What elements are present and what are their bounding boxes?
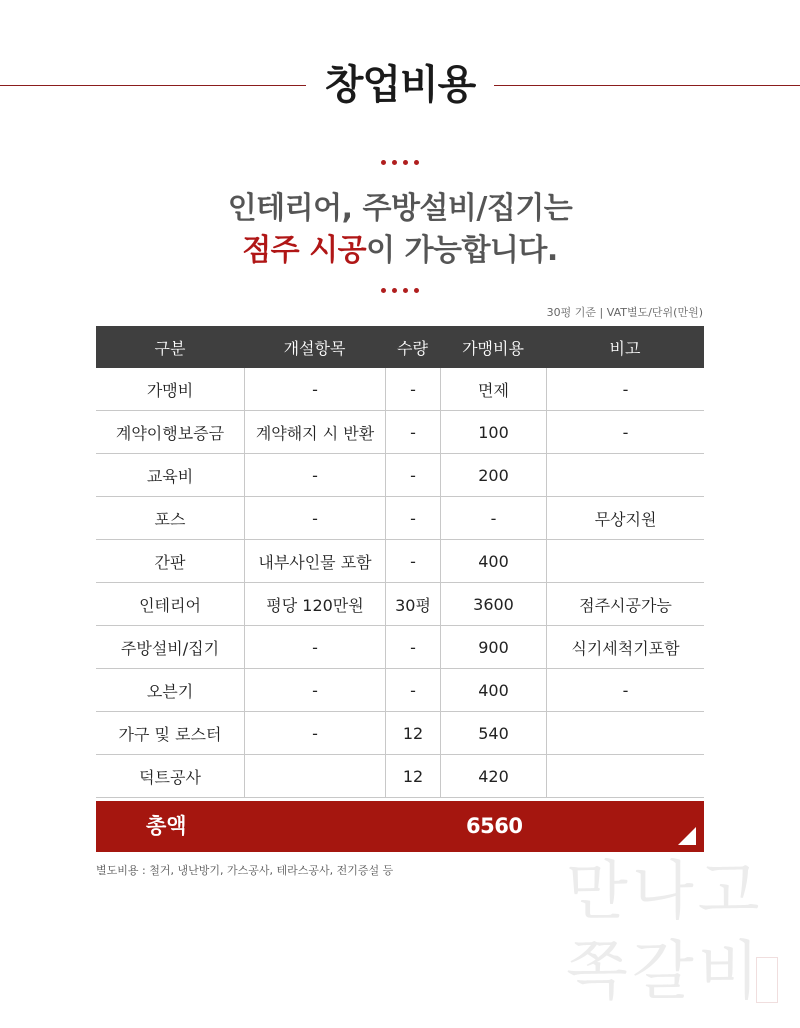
note-cell [546, 454, 704, 496]
category-cell: 주방설비/집기 [120, 638, 220, 658]
headline [0, 188, 800, 272]
item-cell: - [244, 368, 385, 410]
note-cell: - [546, 368, 704, 410]
note-cell: - [546, 669, 704, 711]
category-cell: 가구 및 로스터 [118, 724, 222, 744]
table-row [96, 712, 704, 755]
table-body [96, 368, 704, 798]
item-cell: - [244, 669, 385, 711]
title-section [0, 56, 800, 116]
footnote: 별도비용 : 철거, 냉난방기, 가스공사, 테라스공사, 전기증설 등 [96, 864, 394, 877]
table-row [96, 454, 704, 497]
unit-note: 30평 기준 | VAT별도/단위(만원) [546, 306, 703, 319]
page-title: 창업비용 [324, 62, 476, 108]
category-cell: 계약이행보증금 [115, 423, 225, 443]
note-cell [546, 540, 704, 582]
table-row [96, 497, 704, 540]
column-header: 구분 [154, 338, 186, 358]
column-header: 개설항목 [283, 338, 346, 358]
item-cell: - [244, 626, 385, 668]
cost-cell: 면제 [440, 368, 546, 410]
note-cell: - [546, 411, 704, 453]
total-bar [96, 801, 704, 852]
table-row [96, 368, 704, 411]
headline-line-2-rest: 이 가능합니다. [366, 233, 558, 268]
quantity-cell: 12 [385, 755, 440, 797]
item-cell: - [244, 712, 385, 754]
item-cell: 내부사인물 포함 [244, 540, 385, 582]
category-cell: 오븐기 [146, 681, 194, 701]
logo-line-2: 쪽갈비 [566, 935, 764, 1009]
item-cell: - [244, 454, 385, 496]
quantity-cell: - [385, 497, 440, 539]
headline-line-2 [0, 230, 800, 272]
column-header: 가맹비용 [462, 338, 524, 358]
cost-cell: - [440, 497, 546, 539]
note-cell: 식기세척기포함 [546, 626, 704, 668]
corner-triangle-icon [678, 827, 696, 845]
table-row [96, 669, 704, 712]
column-header: 비고 [609, 338, 641, 358]
cost-cell: 400 [440, 669, 546, 711]
table-header-row [96, 326, 704, 368]
category-cell: 교육비 [146, 466, 194, 486]
note-cell: 점주시공가능 [546, 583, 704, 625]
category-cell: 가맹비 [146, 380, 194, 400]
table-row [96, 626, 704, 669]
category-cell: 간판 [154, 552, 186, 572]
column-header: 수량 [397, 338, 428, 358]
quantity-cell: 30평 [385, 583, 440, 625]
quantity-cell: - [385, 368, 440, 410]
quantity-cell: - [385, 669, 440, 711]
quantity-cell: - [385, 626, 440, 668]
item-cell: - [244, 497, 385, 539]
item-cell: 평당 120만원 [244, 583, 385, 625]
quantity-cell: - [385, 411, 440, 453]
headline-line-1: 인테리어, 주방설비/집기는 [227, 191, 573, 226]
cost-cell: 540 [440, 712, 546, 754]
note-cell [546, 712, 704, 754]
table-row [96, 583, 704, 626]
cost-cell: 420 [440, 755, 546, 797]
cost-cell: 900 [440, 626, 546, 668]
note-cell: 무상지원 [546, 497, 704, 539]
headline-highlight: 점주 시공 [242, 233, 367, 268]
category-cell: 포스 [154, 509, 186, 529]
category-cell: 덕트공사 [139, 767, 201, 787]
table-row [96, 755, 704, 798]
seal-stamp-icon [756, 957, 778, 1003]
calligraphy-logo [566, 852, 766, 1012]
total-value: 6560 [466, 814, 523, 838]
dot-ornament-bottom [0, 288, 800, 296]
quantity-cell: - [385, 454, 440, 496]
cost-cell: 400 [440, 540, 546, 582]
cost-cell: 3600 [440, 583, 546, 625]
category-cell: 인테리어 [139, 595, 201, 615]
table-row [96, 411, 704, 454]
table-row [96, 540, 704, 583]
title-rule-right [494, 85, 800, 86]
cost-cell: 200 [440, 454, 546, 496]
quantity-cell: - [385, 540, 440, 582]
cost-cell: 100 [440, 411, 546, 453]
quantity-cell: 12 [385, 712, 440, 754]
note-cell [546, 755, 704, 797]
item-cell [244, 755, 385, 797]
item-cell: 계약해지 시 반환 [244, 411, 385, 453]
dot-ornament-top [0, 160, 800, 168]
logo-line-1: 만나고 [566, 855, 764, 929]
cost-table [96, 326, 704, 798]
total-label: 총액 [146, 814, 187, 838]
